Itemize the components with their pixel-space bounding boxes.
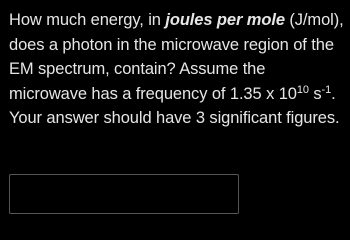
unit-exponent: -1 [321, 83, 332, 96]
question-part-2: (J/mol), does a photon in the microwave region of the EM spectrum, contain? Assume the microwave has a frequency of 1.35 x 10 [9, 11, 344, 103]
frequency-exponent: 10 [296, 83, 309, 96]
question-emphasis: joules per mole [165, 11, 285, 29]
question-text [9, 8, 347, 131]
answer-input[interactable] [9, 174, 239, 214]
question-part-1: How much energy, in [9, 11, 166, 29]
question-part-3: s [308, 84, 322, 103]
question-part-4: . Your answer should have 3 significant figures. [9, 84, 340, 127]
